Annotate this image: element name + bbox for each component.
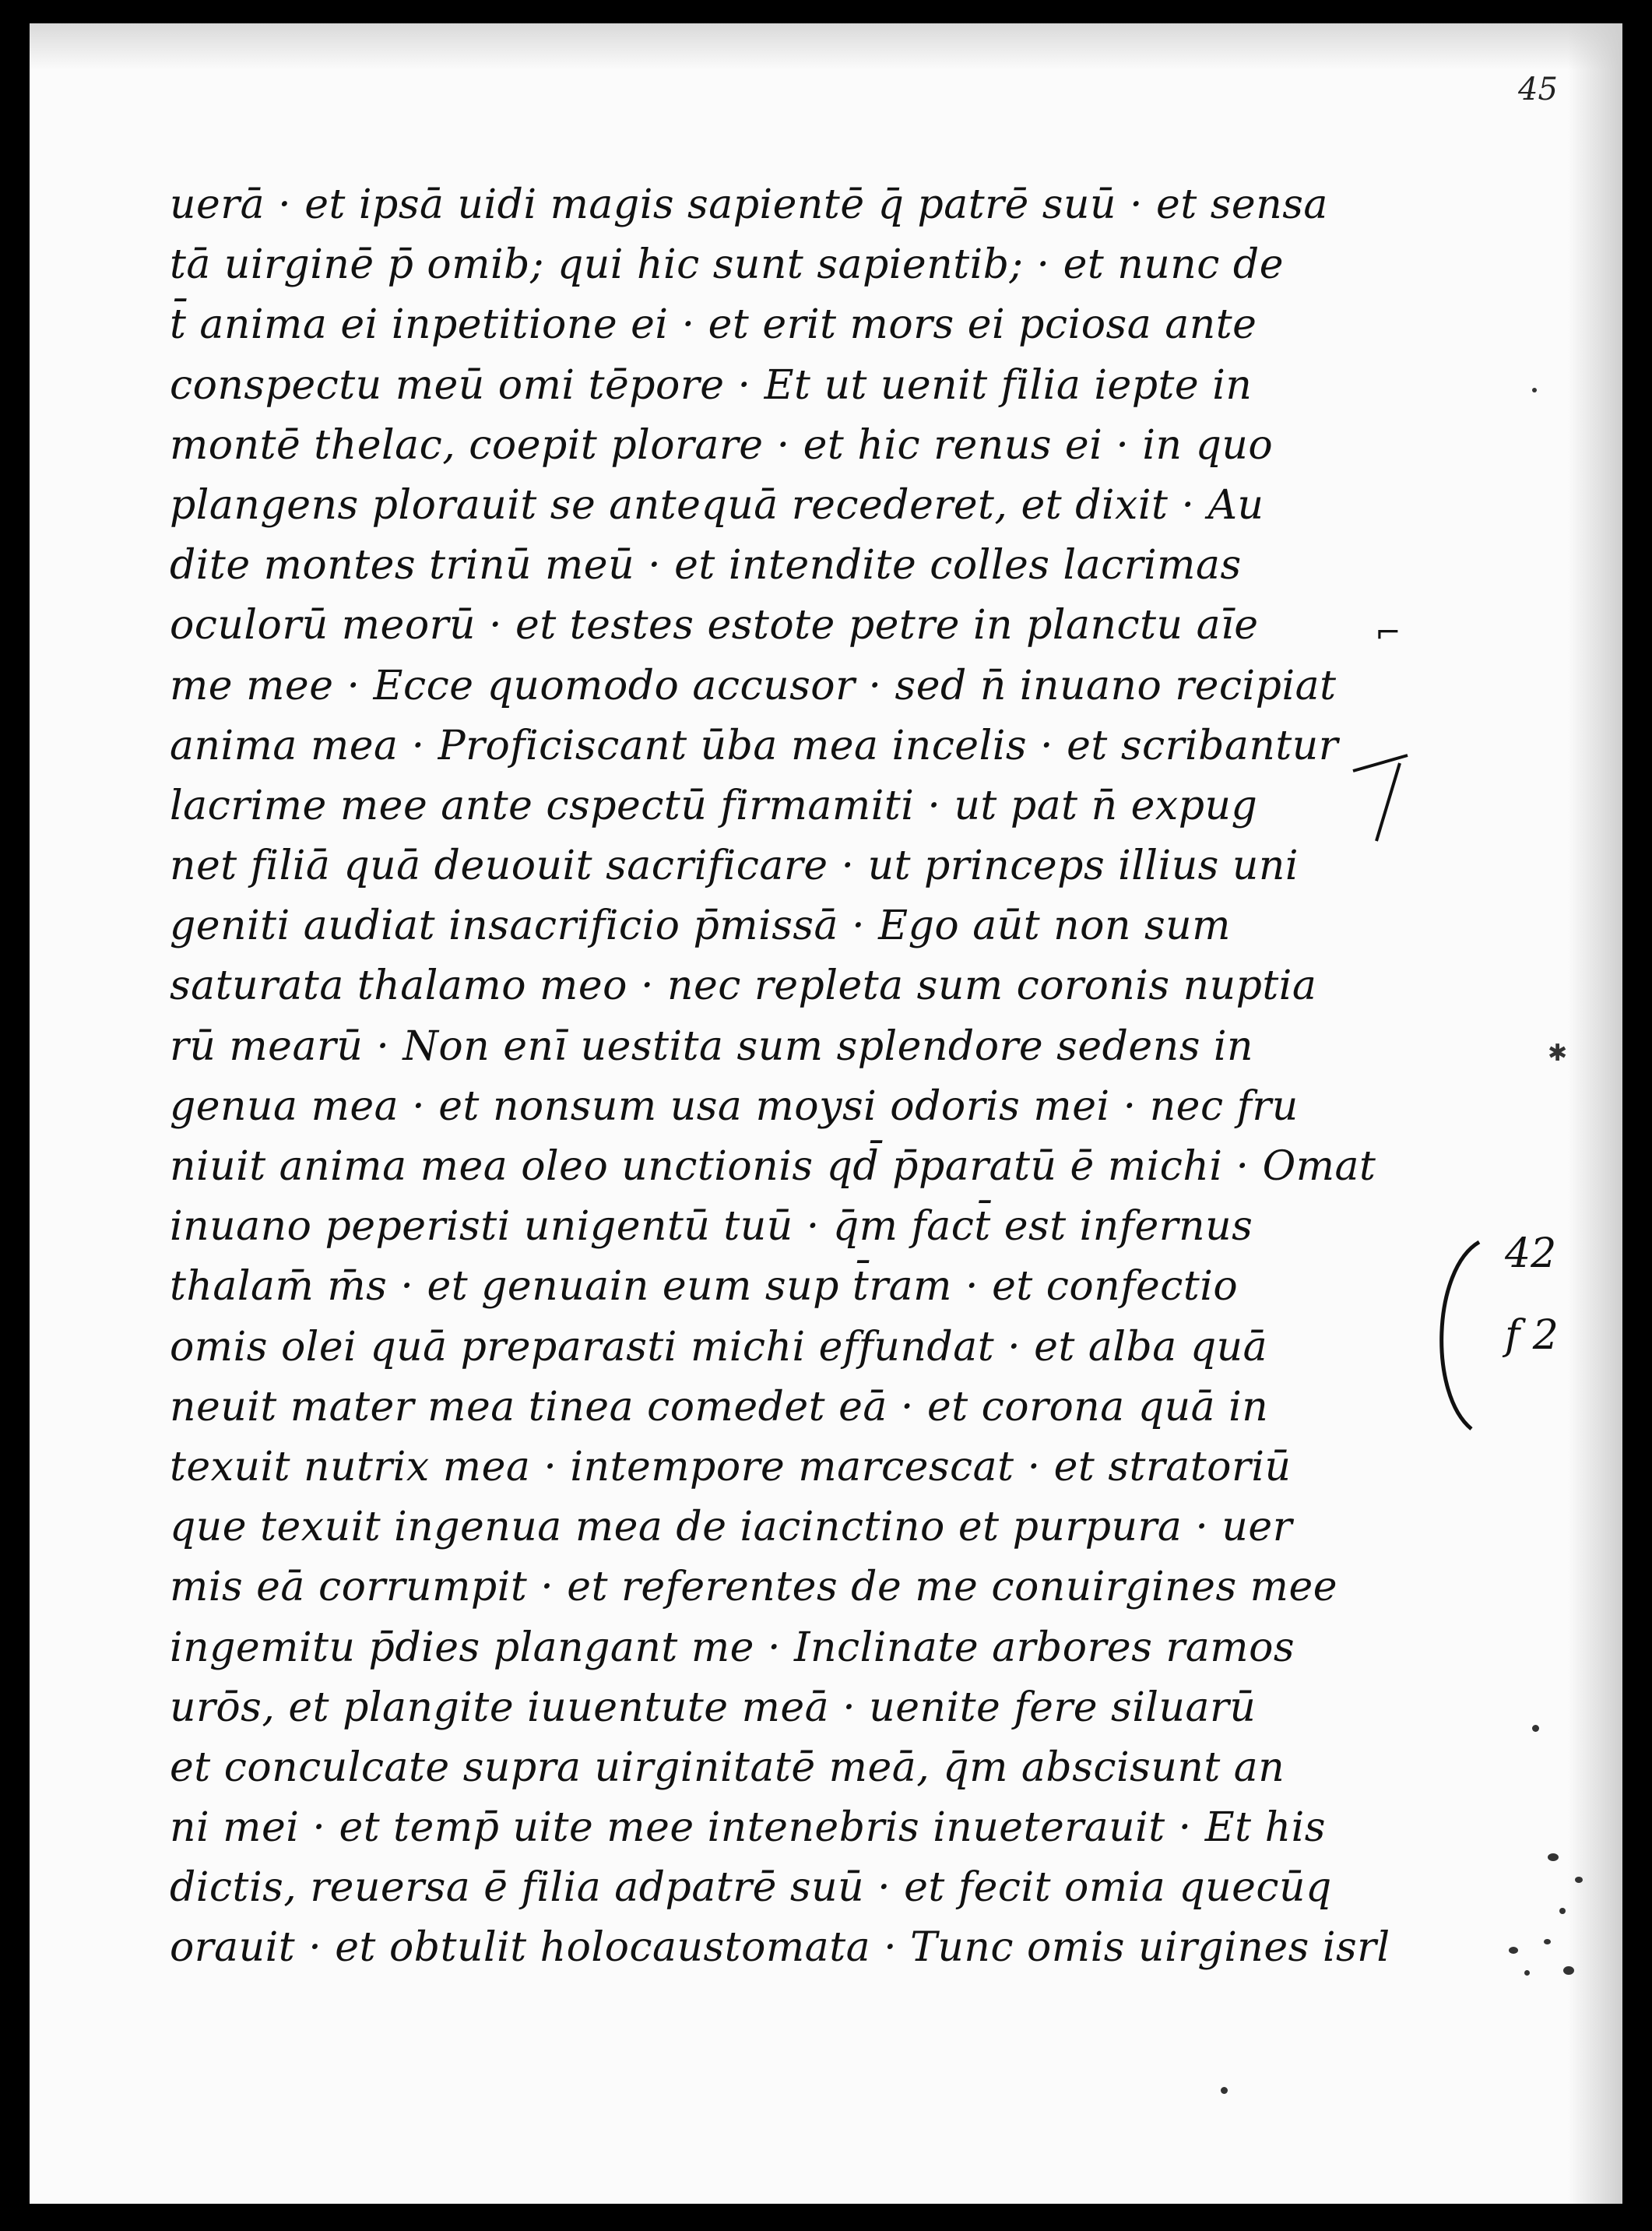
text-line: inuano peperisti unigentū tuū · q̄m fact̄ est infernus xyxy=(170,1203,1253,1251)
ink-speck xyxy=(1532,1725,1539,1732)
ink-speck xyxy=(1563,1966,1574,1975)
text-line: me mee · Ecce quomodo accusor · sed n̄ inuano recipiat xyxy=(170,662,1337,709)
text-line: conspectu meū omi tēpore · Et ut uenit filia iepte in xyxy=(170,361,1253,409)
text-line: niuit anima mea oleo unctionis qd̄ p̄paratū ē michi · Omat xyxy=(170,1143,1376,1190)
text-line: lacrime mee ante cspectū firmamiti · ut pat n̄ expug xyxy=(170,782,1258,829)
text-line: uerā · et ipsā uidi magis sapientē q̄ patrē suū · et sensa xyxy=(170,181,1328,228)
text-line: geniti audiat insacrificio p̄missā · Ego aūt non sum xyxy=(170,903,1231,950)
text-line: rū mearū · Non enī uestita sum splendore sedens in xyxy=(170,1022,1254,1070)
asterisk-mark: ✱ xyxy=(1548,1040,1568,1067)
text-line: que texuit ingenua mea de iacinctino et purpura · uer xyxy=(170,1504,1293,1551)
margin-numeral-1: 42 xyxy=(1505,1230,1557,1277)
ink-speck xyxy=(1548,1853,1559,1861)
text-line: t̄ anima ei inpetitione ei · et erit mors ei pciosa ante xyxy=(170,301,1257,349)
text-line: neuit mater mea tinea comedet eā · et corona quā in xyxy=(170,1383,1269,1430)
text-line: plangens plorauit se antequā recederet, et dixit · Au xyxy=(170,481,1264,529)
text-line: net filiā quā deuouit sacrificare · ut princeps illius uni xyxy=(170,843,1299,890)
text-line: urōs, et plangite iuuentute meā · uenite fere siluarū xyxy=(170,1684,1257,1731)
text-line: omis olei quā preparasti michi effundat · et alba quā xyxy=(170,1323,1268,1371)
text-line: dite montes trinū meū · et intendite colles lacrimas xyxy=(170,542,1242,589)
text-line: orauit · et obtulit holocaustomata · Tunc omis uirgines isrl xyxy=(170,1924,1390,1972)
ink-speck xyxy=(1532,388,1537,392)
ink-speck xyxy=(1221,2087,1228,2094)
text-line: ingemitu p̄dies plangant me · Inclinate arbores ramos xyxy=(170,1624,1295,1671)
ink-speck xyxy=(1509,1947,1518,1954)
text-line: dictis, reuersa ē filia adpatrē suū · et fecit omia quecūq xyxy=(170,1864,1332,1912)
text-line: montē thelac, coepit plorare · et hic renus ei · in quo xyxy=(170,421,1274,469)
folio-number: 45 xyxy=(1518,72,1558,107)
ink-speck xyxy=(1544,1939,1551,1944)
text-line: anima mea · Proficiscant ūba mea incelis · et scribantur xyxy=(170,722,1339,769)
text-line: oculorū meorū · et testes estote petre in planctu aīe xyxy=(170,602,1259,649)
ink-speck xyxy=(1524,1970,1530,1976)
margin-mark-top: ⌐ xyxy=(1375,615,1401,651)
manuscript-text xyxy=(170,175,1454,1979)
text-line: saturata thalamo meo · nec repleta sum coronis nuptia xyxy=(170,962,1317,1010)
text-line: ni mei · et temp̄ uite mee intenebris inueterauit · Et his xyxy=(170,1804,1326,1852)
text-line: tā uirginē p̄ omib; qui hic sunt sapientib; · et nunc de xyxy=(170,241,1284,289)
margin-numeral-2: f 2 xyxy=(1505,1312,1559,1359)
text-line: mis eā corrumpit · et referentes de me conuirgines mee xyxy=(170,1564,1338,1611)
ink-speck xyxy=(1575,1877,1583,1883)
margin-bracket xyxy=(1417,1238,1487,1433)
text-line: genua mea · et nonsum usa moysi odoris mei · nec fru xyxy=(170,1082,1299,1130)
text-line: et conculcate supra uirginitatē meā, q̄m abscisunt an xyxy=(170,1744,1285,1791)
margin-slash-mark xyxy=(1345,724,1415,849)
page-shadow-top xyxy=(30,23,1622,70)
text-line: texuit nutrix mea · intempore marcescat · et stratoriū xyxy=(170,1443,1292,1490)
ink-speck xyxy=(1559,1908,1566,1914)
manuscript-page xyxy=(30,23,1622,2204)
text-line: thalam̄ m̄s · et genuain eum sup t̄ram · et confectio xyxy=(170,1263,1239,1311)
